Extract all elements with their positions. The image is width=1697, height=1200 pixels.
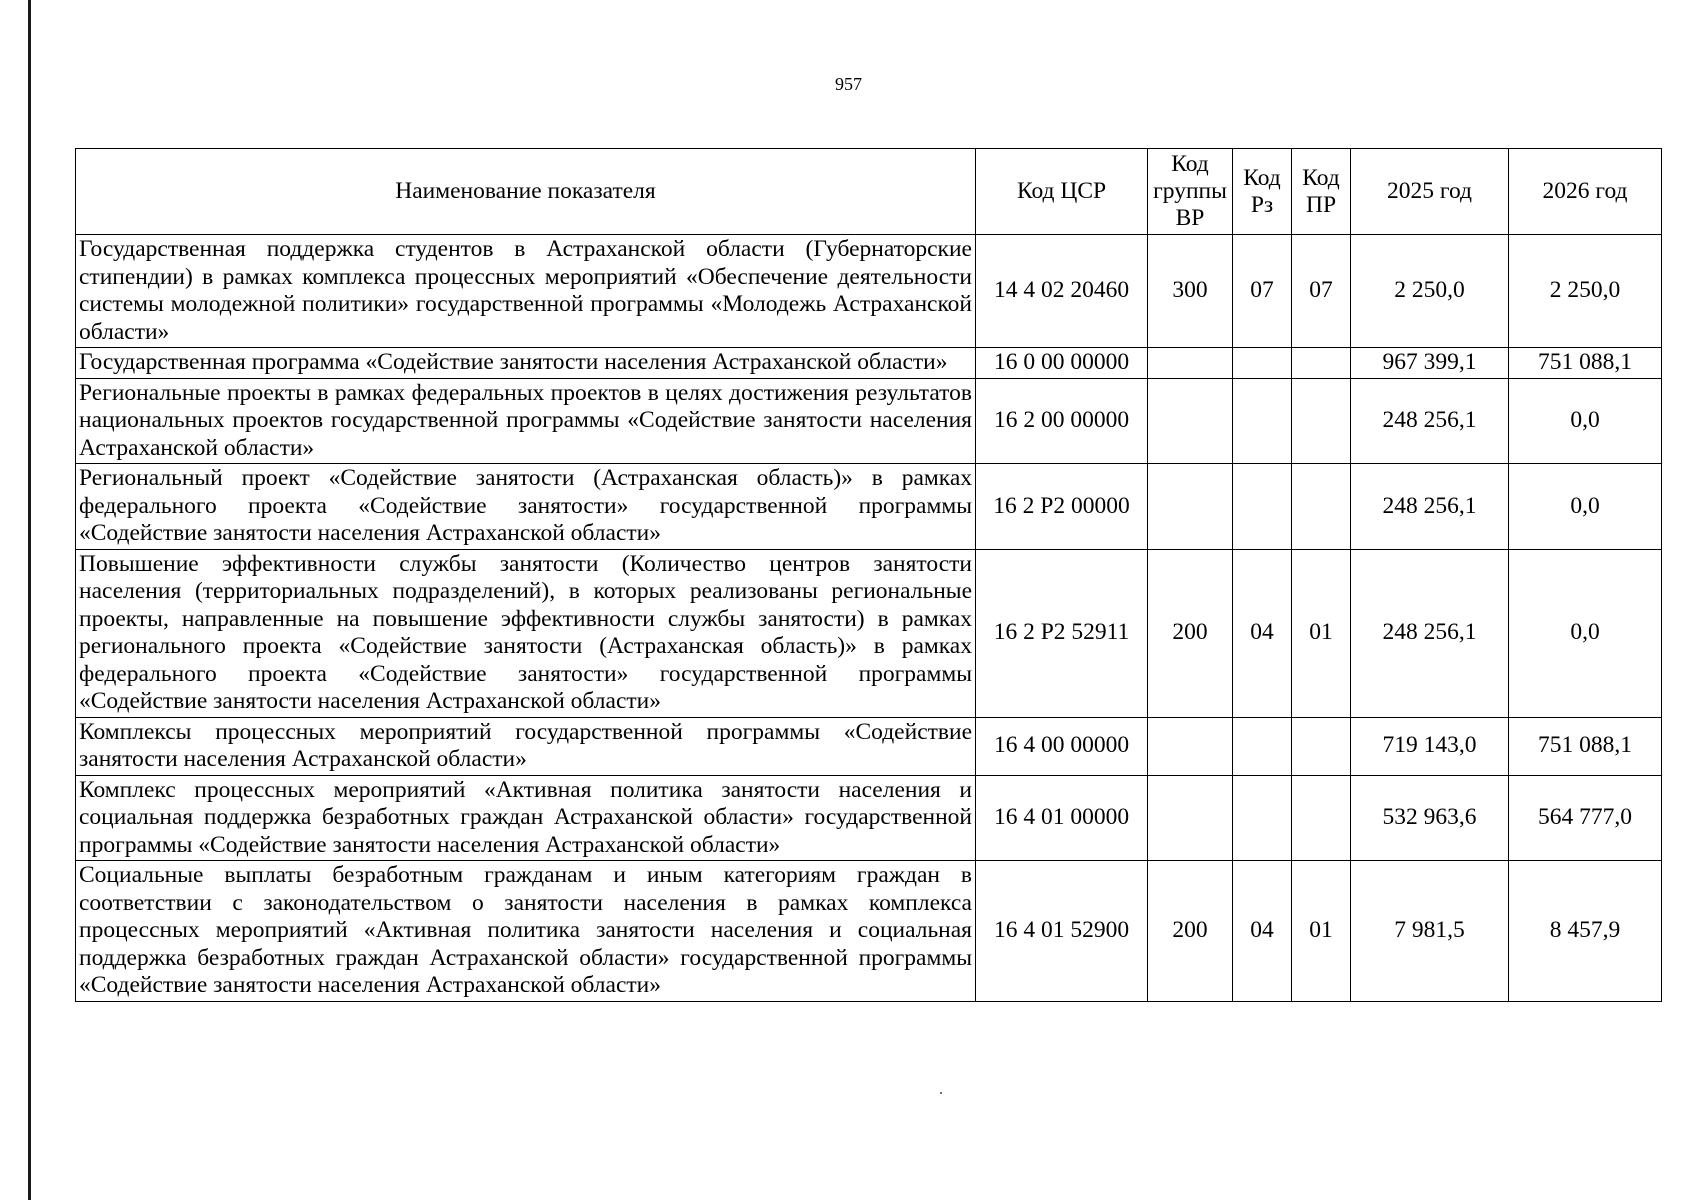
cell-name: Социальные выплаты безработным гражданам и иным категориям граждан в соответствии с законодательством о занятости населения в рамках комплекса процессных мероприятий «Активная политика занятости населения и социальная поддержка безработных граждан Астраханской области» государственной программы «Содействие занятости населения Астраханской области» xyxy=(76,861,976,1002)
cell-csr: 16 2 P2 00000 xyxy=(976,464,1148,550)
cell-rz: 04 xyxy=(1233,861,1292,1002)
table-row xyxy=(76,235,1662,348)
cell-pr: 07 xyxy=(1292,235,1351,348)
cell-pr: 01 xyxy=(1292,861,1351,1002)
cell-vr xyxy=(1148,378,1233,464)
cell-csr: 16 0 00 00000 xyxy=(976,348,1148,379)
cell-rz: 04 xyxy=(1233,549,1292,717)
cell-pr xyxy=(1292,717,1351,775)
cell-y2025: 248 256,1 xyxy=(1351,549,1509,717)
cell-y2026: 8 457,9 xyxy=(1509,861,1662,1002)
cell-vr: 300 xyxy=(1148,235,1233,348)
table-row xyxy=(76,464,1662,550)
scan-speck xyxy=(940,1092,942,1094)
table-row xyxy=(76,861,1662,1002)
header-name: Наименование показателя xyxy=(76,149,976,235)
cell-y2026: 0,0 xyxy=(1509,549,1662,717)
table-row xyxy=(76,549,1662,717)
cell-name: Государственная программа «Содействие занятости населения Астраханской области» xyxy=(76,348,976,379)
cell-y2026: 564 777,0 xyxy=(1509,775,1662,861)
table-row xyxy=(76,378,1662,464)
table-row xyxy=(76,775,1662,861)
cell-y2026: 751 088,1 xyxy=(1509,348,1662,379)
header-2025: 2025 год xyxy=(1351,149,1509,235)
cell-csr: 16 2 00 00000 xyxy=(976,378,1148,464)
cell-rz xyxy=(1233,464,1292,550)
budget-table xyxy=(75,148,1662,1002)
cell-pr xyxy=(1292,378,1351,464)
cell-rz: 07 xyxy=(1233,235,1292,348)
cell-rz xyxy=(1233,378,1292,464)
cell-name: Государственная поддержка студентов в Астраханской области (Губернаторские стипендии) в рамках комплекса процессных мероприятий «Обеспечение деятельности системы молодежной политики» государственной программы «Молодежь Астраханской области» xyxy=(76,235,976,348)
cell-y2025: 967 399,1 xyxy=(1351,348,1509,379)
cell-vr xyxy=(1148,348,1233,379)
header-row xyxy=(76,149,1662,235)
cell-y2025: 248 256,1 xyxy=(1351,378,1509,464)
cell-name: Повышение эффективности службы занятости (Количество центров занятости населения (территориальных подразделений), в которых реализованы региональные проекты, направленные на повышение эффективности службы занятости) в рамках регионального проекта «Содействие занятости (Астраханская область)» в рамках федерального проекта «Содействие занятости» государственной программы «Содействие занятости населения Астраханской области» xyxy=(76,549,976,717)
cell-rz xyxy=(1233,348,1292,379)
cell-y2025: 719 143,0 xyxy=(1351,717,1509,775)
scan-edge-line xyxy=(28,0,31,1200)
cell-csr: 16 2 P2 52911 xyxy=(976,549,1148,717)
cell-vr xyxy=(1148,464,1233,550)
cell-pr xyxy=(1292,464,1351,550)
cell-name: Комплексы процессных мероприятий государственной программы «Содействие занятости населения Астраханской области» xyxy=(76,717,976,775)
cell-rz xyxy=(1233,775,1292,861)
cell-vr: 200 xyxy=(1148,549,1233,717)
cell-pr xyxy=(1292,348,1351,379)
header-rz: Код Рз xyxy=(1233,149,1292,235)
cell-csr: 16 4 00 00000 xyxy=(976,717,1148,775)
cell-pr: 01 xyxy=(1292,549,1351,717)
header-2026: 2026 год xyxy=(1509,149,1662,235)
cell-vr xyxy=(1148,717,1233,775)
cell-csr: 14 4 02 20460 xyxy=(976,235,1148,348)
cell-name: Комплекс процессных мероприятий «Активная политика занятости населения и социальная поддержка безработных граждан Астраханской области» государственной программы «Содействие занятости населения Астраханской области» xyxy=(76,775,976,861)
cell-vr: 200 xyxy=(1148,861,1233,1002)
cell-y2026: 2 250,0 xyxy=(1509,235,1662,348)
cell-rz xyxy=(1233,717,1292,775)
cell-pr xyxy=(1292,775,1351,861)
cell-name: Региональный проект «Содействие занятости (Астраханская область)» в рамках федерального проекта «Содействие занятости» государственной программы «Содействие занятости населения Астраханской области» xyxy=(76,464,976,550)
cell-y2025: 248 256,1 xyxy=(1351,464,1509,550)
cell-csr: 16 4 01 00000 xyxy=(976,775,1148,861)
cell-y2025: 532 963,6 xyxy=(1351,775,1509,861)
header-pr: Код ПР xyxy=(1292,149,1351,235)
header-csr: Код ЦСР xyxy=(976,149,1148,235)
header-vr: Код группы ВР xyxy=(1148,149,1233,235)
cell-csr: 16 4 01 52900 xyxy=(976,861,1148,1002)
cell-y2026: 0,0 xyxy=(1509,464,1662,550)
table-row xyxy=(76,348,1662,379)
cell-y2025: 7 981,5 xyxy=(1351,861,1509,1002)
cell-y2026: 0,0 xyxy=(1509,378,1662,464)
table-row xyxy=(76,717,1662,775)
cell-y2025: 2 250,0 xyxy=(1351,235,1509,348)
cell-name: Региональные проекты в рамках федеральных проектов в целях достижения результатов национальных проектов государственной программы «Содействие занятости населения Астраханской области» xyxy=(76,378,976,464)
cell-vr xyxy=(1148,775,1233,861)
cell-y2026: 751 088,1 xyxy=(1509,717,1662,775)
page-number: 957 xyxy=(835,74,862,94)
